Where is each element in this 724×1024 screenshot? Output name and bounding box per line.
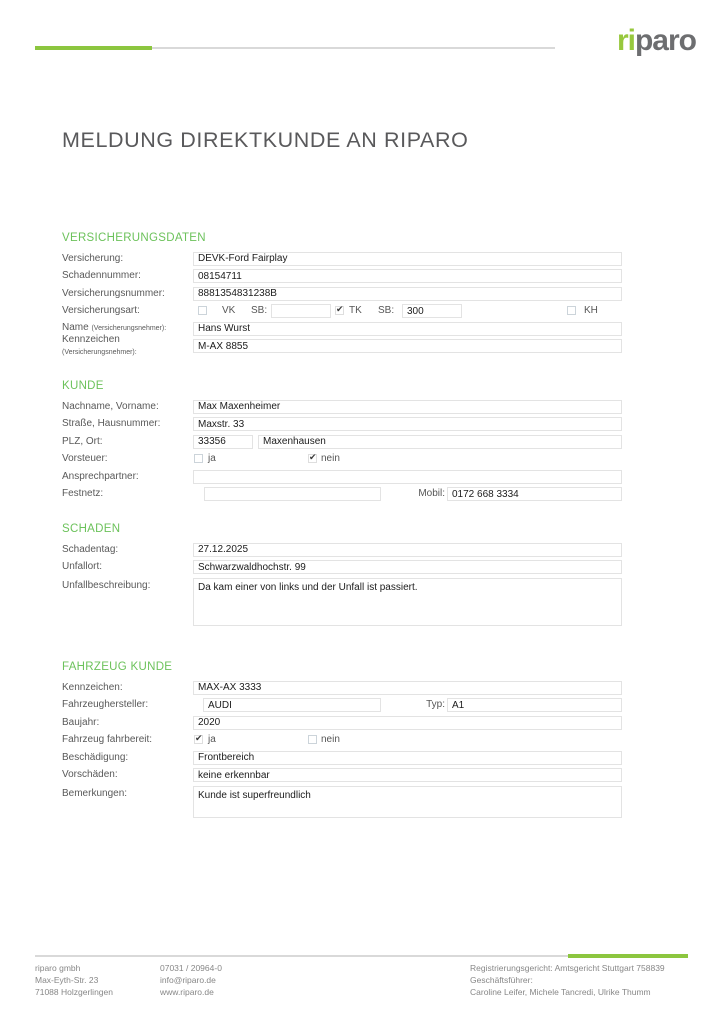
field-row-ansprechpartner [62,468,622,486]
section-kunde [62,380,622,503]
sb1-label: SB: [251,305,268,317]
ort-input[interactable] [258,435,622,449]
fahrbereit-nein-label: nein [321,734,340,746]
field-row-fahrzeughersteller [62,697,622,715]
field-label: Versicherungsart: [62,305,140,317]
plz-input[interactable] [193,435,253,449]
field-row-fahrbereit [62,732,622,750]
strasse-hausnummer-input[interactable] [193,417,622,431]
versicherungsnummer-input[interactable] [193,287,622,301]
name-versicherungsnehmer-input[interactable] [193,322,622,336]
sb-tk-input[interactable] [402,304,462,318]
field-label: Vorsteuer: [62,453,108,465]
field-row-strasse [62,416,622,434]
vk-label: VK [222,305,236,317]
footer-line: Max-Eyth-Str. 23 [35,974,99,985]
section-fahrzeug-kunde [62,661,622,818]
fahrbereit-nein-checkbox[interactable] [308,735,317,744]
field-row-versicherungsart [62,303,622,321]
footer-legal [470,963,665,998]
sb2-label: SB: [378,305,395,317]
section-schaden [62,523,622,626]
footer-company-address [35,963,113,998]
schadentag-input[interactable] [193,543,622,557]
footer-rule-green [568,954,688,958]
bemerkungen-textarea[interactable] [193,786,622,818]
vorsteuer-nein-checkbox[interactable] [308,454,317,463]
field-row-kennzeichen-versicherungsnehmer [62,333,622,356]
field-label: Baujahr: [62,716,100,728]
footer-contact [160,963,222,998]
footer-line: Caroline Leifer, Michele Tancredi, Ulrike Thumm [470,986,651,997]
mobil-label: Mobil: [418,488,445,500]
typ-label: Typ: [426,699,445,711]
schadennummer-input[interactable] [193,269,622,283]
logo-text-green: ri [616,24,635,57]
field-row-schadentag [62,541,622,559]
field-label: Vorschäden: [62,769,118,781]
field-label: Versicherung: [62,252,124,264]
header-rule-green [35,46,152,50]
field-label: Nachname, Vorname: [62,400,159,412]
field-row-kennzeichen [62,679,622,697]
versicherung-input[interactable] [193,252,622,266]
field-label: Name (Versicherungsnehmer): [62,322,167,334]
field-row-beschaedigung [62,749,622,767]
unfallbeschreibung-textarea[interactable] [193,578,622,626]
page-title: MELDUNG DIREKTKUNDE AN RIPARO [62,128,469,152]
logo-text-gray: paro [634,24,696,57]
field-label: Beschädigung: [62,751,129,763]
sb-vk-input[interactable] [271,304,331,318]
kennzeichen-input[interactable] [193,681,622,695]
section-heading: SCHADEN [62,523,121,535]
section-versicherungsdaten [62,232,622,355]
field-row-versicherung [62,250,622,268]
field-row-schadennummer [62,268,622,286]
nachname-vorname-input[interactable] [193,400,622,414]
field-label: Schadentag: [62,543,119,555]
footer-line: 71088 Holzgerlingen [35,986,113,997]
field-row-vorschaeden [62,767,622,785]
footer-line: info@riparo.de [160,974,216,985]
tk-label: TK [349,305,362,317]
vk-checkbox[interactable] [198,306,207,315]
field-row-versicherungsnummer [62,285,622,303]
unfallort-input[interactable] [193,560,622,574]
header-rule-gray [152,47,555,49]
field-label: PLZ, Ort: [62,435,103,447]
field-label: Versicherungsnummer: [62,287,165,299]
footer-line: www.riparo.de [160,986,214,997]
vorsteuer-ja-checkbox[interactable] [194,454,203,463]
riparo-logo [617,26,696,56]
kh-label: KH [584,305,598,317]
mobil-input[interactable] [447,487,622,501]
footer-line: Registrierungsgericht: Amtsgericht Stuttgart 758839 [470,963,665,973]
field-label: Festnetz: [62,488,104,500]
footer-line: Geschäftsführer: [470,974,533,985]
fahrbereit-ja-label: ja [208,734,216,746]
beschaedigung-input[interactable] [193,751,622,765]
section-heading: FAHRZEUG KUNDE [62,661,173,673]
vorschaeden-input[interactable] [193,768,622,782]
fahrbereit-ja-checkbox[interactable] [194,735,203,744]
field-row-plz-ort [62,433,622,451]
field-label: Bemerkungen: [62,788,128,799]
field-row-bemerkungen [62,784,622,818]
field-label: Unfallort: [62,561,103,573]
field-row-festnetz [62,486,622,504]
kh-checkbox[interactable] [567,306,576,315]
festnetz-input[interactable] [204,487,381,501]
field-label: Kennzeichen (Versicherungsnehmer): [62,333,137,356]
section-heading: KUNDE [62,380,104,392]
field-row-nachname [62,398,622,416]
field-label: Kennzeichen: [62,681,123,693]
field-label: Straße, Hausnummer: [62,418,161,430]
baujahr-input[interactable] [193,716,622,730]
vorsteuer-ja-label: ja [208,453,216,465]
section-heading: VERSICHERUNGSDATEN [62,232,206,244]
typ-input[interactable] [447,698,622,712]
tk-checkbox[interactable] [335,306,344,315]
kennzeichen-versicherungsnehmer-input[interactable] [193,339,622,353]
field-label: Ansprechpartner: [62,470,139,482]
field-label: Unfallbeschreibung: [62,580,151,591]
field-row-unfallbeschreibung [62,576,622,626]
field-label: Fahrzeug fahrbereit: [62,734,153,746]
field-row-vorsteuer [62,451,622,469]
footer-line: riparo gmbh [35,963,81,973]
field-label: Fahrzeughersteller: [62,699,149,711]
footer-line: 07031 / 20964-0 [160,963,222,973]
field-row-baujahr [62,714,622,732]
fahrzeughersteller-input[interactable] [203,698,381,712]
field-label: Schadennummer: [62,270,141,282]
field-row-unfallort [62,559,622,577]
ansprechpartner-input[interactable] [193,470,622,484]
footer-rule-gray [35,955,568,957]
vorsteuer-nein-label: nein [321,453,340,465]
